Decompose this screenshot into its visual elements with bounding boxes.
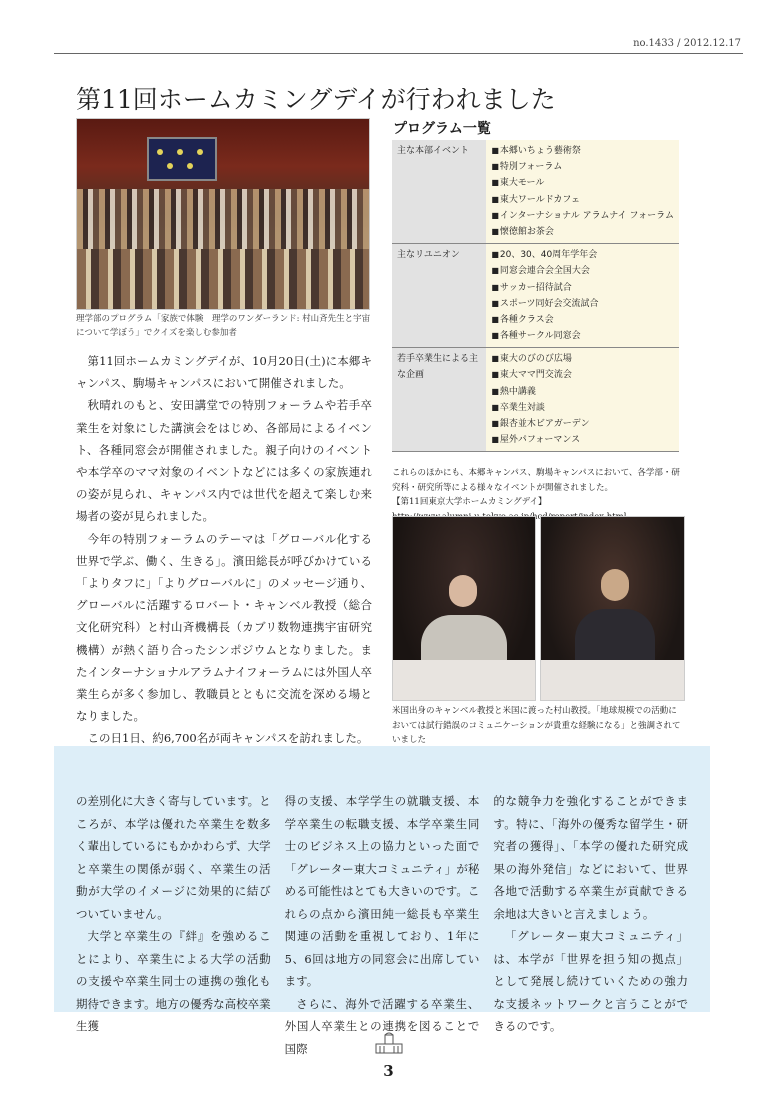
program-category: 主なリユニオン [392,244,486,348]
program-item: ■ 特別フォーラム [491,159,674,175]
yasuda-auditorium-icon [374,1032,404,1054]
issue-info: no.1433 / 2012.12.17 [633,38,741,49]
program-items [486,140,679,244]
program-item: ■ 屋外パフォーマンス [491,432,674,448]
text-column [76,790,271,1060]
program-category: 主な本部イベント [392,140,486,244]
page-number: 3 [383,1062,394,1080]
program-item: ■ サッカー招待試合 [491,280,674,296]
program-item: ■ 20、30、40周年学年会 [491,247,674,263]
program-row [392,140,679,244]
program-list-title: プログラム一覧 [393,121,491,137]
audience-front-rows [77,249,369,309]
main-photo-caption: 理学部のプログラム「家族で体験 理学のワンダーランド: 村山斉先生と宇宙について学ぼう」でクイズを楽しむ参加者 [76,314,371,338]
header-rule [54,53,743,54]
text-column [285,790,480,1060]
speakers-caption: 米国出身のキャンベル教授と米国に渡った村山教授。「地球規模での活動においては試行錯誤のコミュニケーションが貴重な経験になる」と強調されていました [392,706,681,745]
homecoming-event-photo [76,118,370,310]
program-item: ■ インターナショナル アラムナイ フォーラム [491,208,674,224]
alumni-section-columns [76,790,688,1060]
program-note-text: これらのほかにも、本郷キャンパス、駒場キャンパスにおいて、各学部・研究科・研究所等による様々なイベントが開催されました。 [392,468,680,493]
program-category: 若手卒業生による主な企画 [392,348,486,452]
program-item: ■ 熱中講義 [491,384,674,400]
program-item: ■ 東大ワールドカフェ [491,192,674,208]
program-item: ■ 本郷いちょう藝術祭 [491,143,674,159]
murayama-photo [540,516,685,701]
column-paragraph: の差別化に大きく寄与しています。ところが、本学は優れた卒業生を数多く輩出しているにもかかわらず、大学と卒業生の関係が弱く、卒業生の活動が大学のイメージに効果的に結びついていません。 [76,794,271,921]
program-items [486,348,679,452]
program-item: ■ 東大のびのび広場 [491,351,674,367]
text-column [493,790,688,1060]
program-item: ■ 各種サークル同窓会 [491,328,674,344]
program-item: ■ 各種クラス会 [491,312,674,328]
body-paragraph: 今年の特別フォーラムのテーマは「グローバル化する世界で学ぶ、働く、生きる」。濱田総長が呼びかけている「よりタフに」「よりグローバルに」のメッセージ通り、グローバルに活躍するロバート・キャンベル教授（総合文化研究科）と村山斉機構長（カブリ数物連携宇宙研究機構）が熱く語り合ったシンポジウムとなりました。またインターナショナルアラムナイフォーラムには外国人卒業生らが多く参加し、教職員とともに交流を深める場となりました。 [76,531,372,724]
column-paragraph: 得の支援、本学学生の就職支援、本学卒業生の転職支援、本学卒業生同士のビジネス上の協力といった面で「グレーター東大コミュニティ」が秘める可能性はとても大きいのです。これらの点から濱田純一総長も卒業生関連の活動を重視しており、1年に5、6回は地方の同窓会に出席しています。 [284,794,480,988]
program-item: ■ 銀杏並木ビアガーデン [491,416,674,432]
column-paragraph: さらに、海外で活躍する卒業生、外国人卒業生との連携を図ることで国際 [284,996,480,1056]
article-body [76,350,372,794]
program-items [486,244,679,348]
article-title: 第11回ホームカミングデイが行われました [76,85,556,114]
body-paragraph: 秋晴れのもと、安田講堂での特別フォーラムや若手卒業生を対象にした講演会をはじめ、各部局によるイベント、各種同窓会が開催されました。親子向けのイベントや本学卒のママ対象のイベントなどには多くの家族連れの姿が見られ、キャンパス内では世代を超えて楽しむ来場者の姿が見られました。 [76,398,372,524]
program-row [392,348,679,452]
body-paragraph: この日1日、約6,700名が両キャンパスを訪れました。 [87,731,369,746]
column-paragraph: 大学と卒業生の『絆』を強めることにより、卒業生による大学の活動の支援や卒業生同士の連携の強化も期待できます。地方の優秀な高校卒業生獲 [76,929,271,1033]
report-link-label: 【第11回東京大学ホームカミングデイ】 [392,497,547,507]
program-item: ■ 懐徳館お茶会 [491,224,674,240]
program-item: ■ 卒業生対談 [491,400,674,416]
program-item: ■ スポーツ同好会交流試合 [491,296,674,312]
program-item: ■ 同窓会連合会全国大会 [491,263,674,279]
column-paragraph: 「グレーター東大コミュニティ」は、本学が「世界を担う知の拠点」として発展し続けていくための強力な支援ネットワークと言うことができるのです。 [493,929,689,1033]
projection-screen [147,137,217,181]
program-table [392,140,679,452]
column-paragraph: 的な競争力を強化することができます。特に、「海外の優秀な留学生・研究者の獲得」、「本学の優れた研究成果の海外発信」などにおいて、世界各地で活動する卒業生が貢献できる余地は大きいと言えましょう。 [493,794,689,921]
campbell-photo [392,516,536,701]
program-row [392,244,679,348]
program-item: ■ 東大モール [491,175,674,191]
body-paragraph: 第11回ホームカミングデイが、10月20日(土)に本郷キャンパス、駒場キャンパスにおいて開催されました。 [76,354,372,391]
program-item: ■ 東大ママ門交流会 [491,367,674,383]
